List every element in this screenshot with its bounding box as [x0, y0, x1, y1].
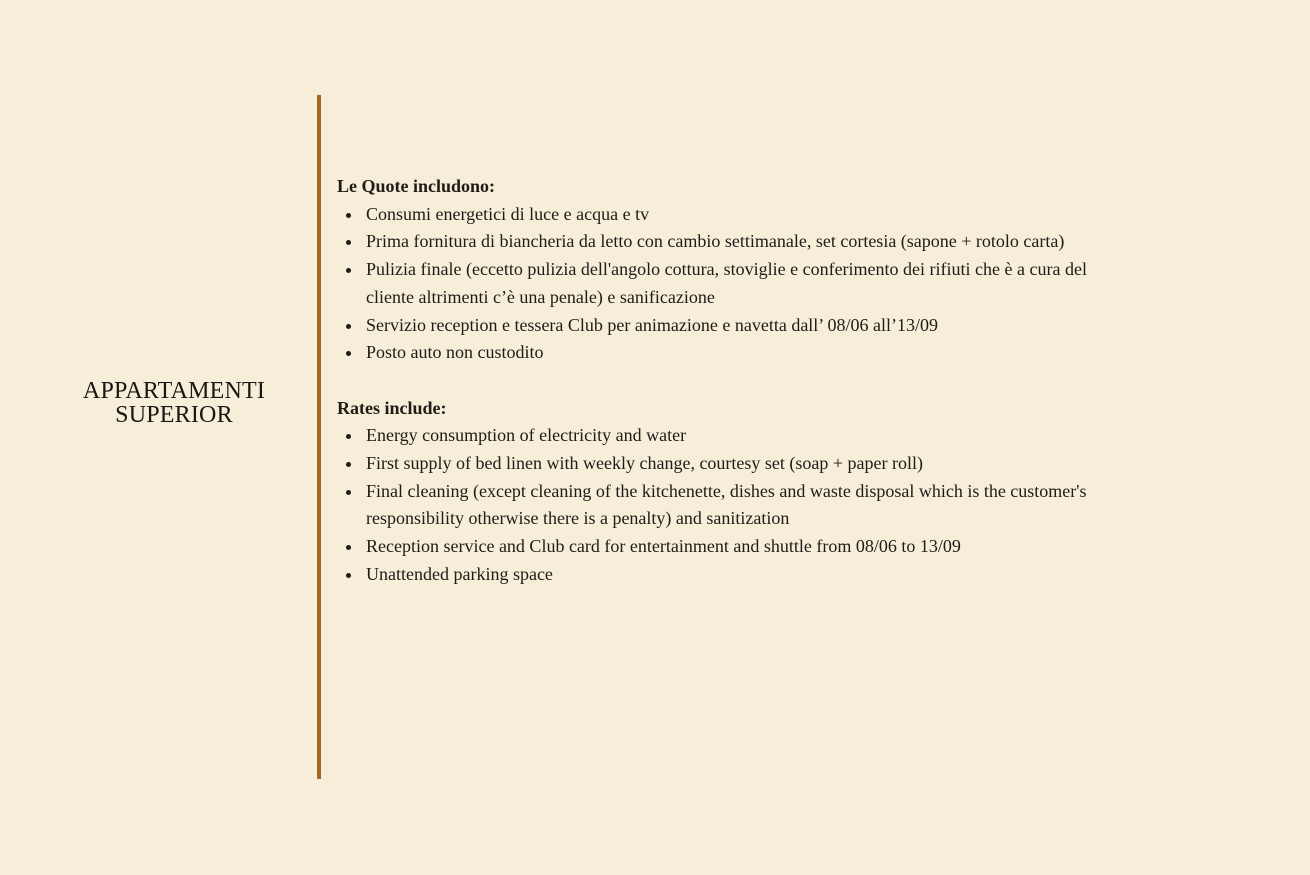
page-title-line-2: SUPERIOR	[115, 402, 233, 428]
rates-content	[337, 173, 1107, 589]
list-item: Servizio reception e tessera Club per animazione e navetta dall’ 08/06 all’13/09	[366, 312, 1107, 340]
list-item: Prima fornitura di biancheria da letto con cambio settimanale, set cortesia (sapone + rotolo carta)	[366, 228, 1107, 256]
list-item: Unattended parking space	[366, 561, 1107, 589]
list-item: Pulizia finale (eccetto pulizia dell'angolo cottura, stoviglie e conferimento dei rifiuti che è a cura del cliente altrimenti c’è una penale) e sanificazione	[366, 256, 1107, 311]
italian-list	[337, 201, 1107, 367]
vertical-divider	[317, 95, 321, 779]
list-item: Final cleaning (except cleaning of the kitchenette, dishes and waste disposal which is the customer's responsibility otherwise there is a penalty) and sanitization	[366, 478, 1107, 533]
english-heading: Rates include:	[337, 397, 447, 418]
list-item: Consumi energetici di luce e acqua e tv	[366, 201, 1107, 229]
page-title	[40, 379, 308, 427]
english-list	[337, 422, 1107, 588]
italian-heading: Le Quote includono:	[337, 176, 496, 196]
list-item: Posto auto non custodito	[366, 339, 1107, 367]
list-item: Energy consumption of electricity and water	[366, 422, 1107, 450]
list-item: First supply of bed linen with weekly change, courtesy set (soap + paper roll)	[366, 450, 1107, 478]
page-title-line-1: APPARTAMENTI	[82, 378, 266, 404]
section-spacer	[337, 367, 1107, 395]
list-item: Reception service and Club card for entertainment and shuttle from 08/06 to 13/09	[366, 533, 1107, 561]
